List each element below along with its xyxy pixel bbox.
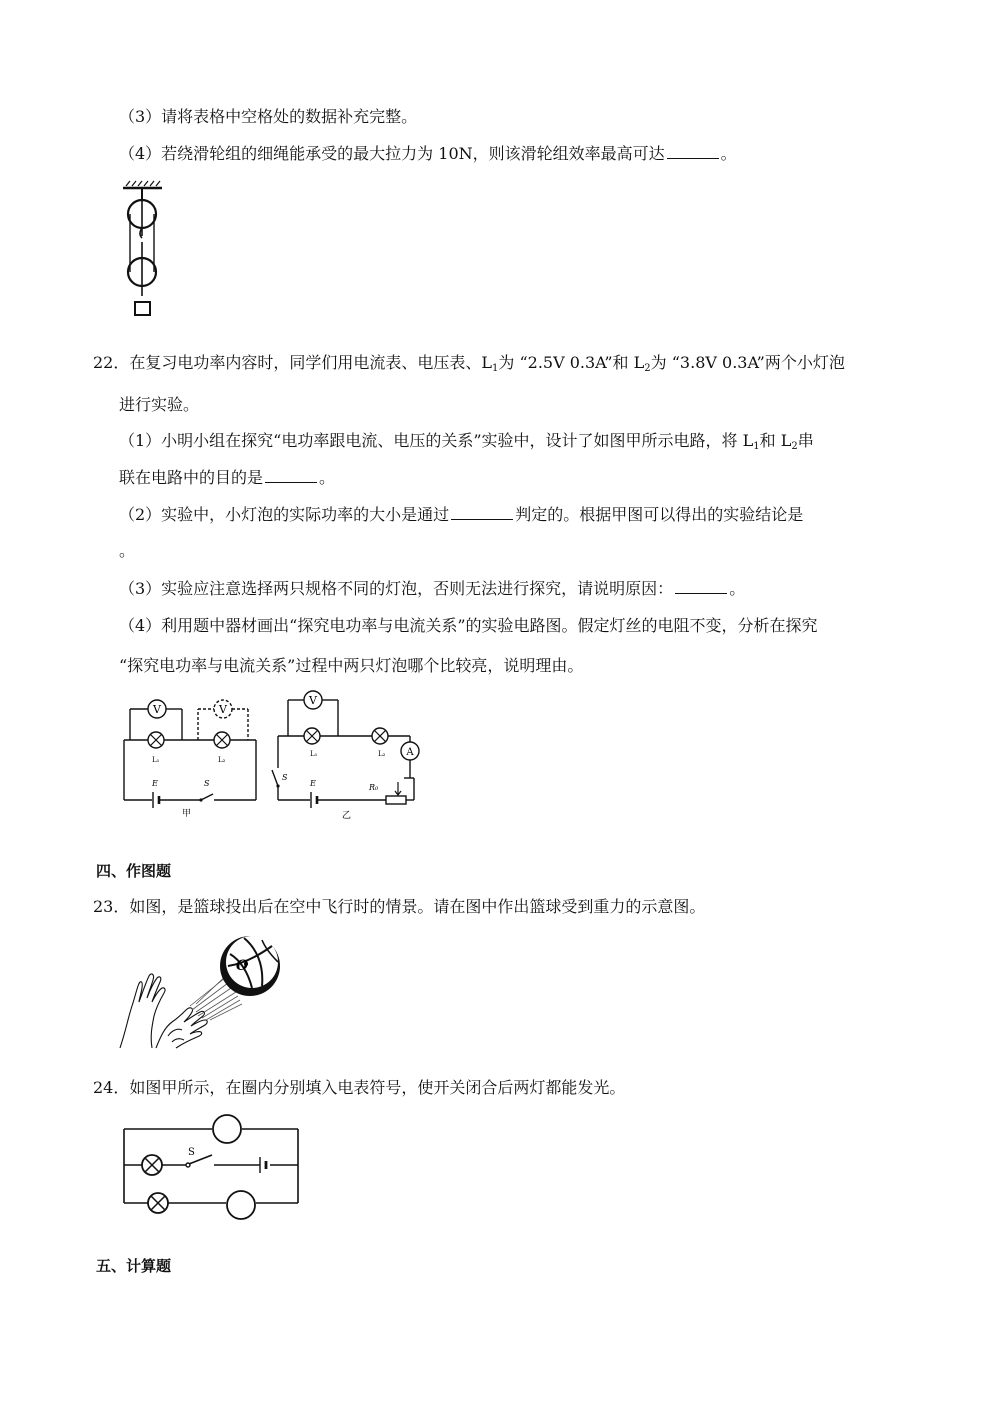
switch-s [199, 794, 213, 802]
voltmeter-v2 [214, 700, 232, 718]
q22-part4-line1: （4）利用题中器材画出“探究电功率与电流关系”的实验电路图。假定灯丝的电阻不变，分析在探究 [119, 616, 818, 635]
q22-intro-line1: 22．在复习电功率内容时，同学们用电流表、电压表、$L_1$为 “2.5V 0.3A”和 $L_2$为 “3.8V 0.3A”两个小灯泡 [93, 353, 845, 374]
q22-part4-line2: “探究电功率与电流关系”过程中两只灯泡哪个比较亮，说明理由。 [119, 656, 584, 675]
ceiling-mount [123, 181, 162, 188]
section-heading: 四、作图题 [96, 862, 172, 880]
label-s: S [204, 779, 210, 788]
q22-part1-line2: 联在电路中的目的是 。 [119, 468, 336, 487]
caption-jia: 甲 [182, 809, 192, 818]
q22-part2-line1: （2）实验中，小灯泡的实际功率的大小是通过 判定的。根据甲图可以得出的实验结论是 [119, 505, 804, 524]
label-l2: L₂ [218, 756, 226, 764]
pulley-figure [118, 180, 168, 320]
lamp-l2 [214, 732, 230, 748]
q21-part3: （3）请将表格中空格处的数据补充完整。 [119, 107, 418, 126]
label-l1: L₁ [152, 756, 160, 764]
section-heading: 五、计算题 [96, 1257, 172, 1275]
voltmeter-v [304, 691, 322, 709]
circuit-yi [268, 688, 428, 824]
circuit-q24 [118, 1113, 304, 1225]
basketball-figure [112, 930, 287, 1052]
switch-s [272, 770, 280, 788]
q23-text: 23．如图，是篮球投出后在空中飞行时的情景。请在图中作出篮球受到重力的示意图。 [93, 897, 706, 916]
circuit-jia [118, 688, 268, 818]
q22-part2-line2: 。 [119, 541, 136, 560]
q21-part4: （4）若绕滑轮组的细绳能承受的最大拉力为 10N，则该滑轮组效率最高可达 。 [119, 144, 737, 163]
answer-blank[interactable] [265, 468, 317, 483]
voltmeter-v1 [148, 700, 166, 718]
weight-block [135, 302, 150, 315]
ammeter-a [401, 742, 419, 760]
lamp-bottom [148, 1193, 168, 1213]
q22-intro-line2: 进行实验。 [119, 395, 200, 414]
caption-yi: 乙 [342, 811, 352, 821]
basketball-icon [220, 936, 280, 996]
svg-text:V: V [309, 694, 317, 707]
answer-blank[interactable] [675, 579, 727, 594]
lamp-l1 [304, 728, 320, 744]
label-r0: R₀ [369, 783, 379, 792]
hands-icon [120, 974, 207, 1048]
answer-blank[interactable] [667, 144, 719, 159]
q24-text: 24．如图甲所示，在圈内分别填入电表符号，使开关闭合后两灯都能发光。 [93, 1078, 626, 1097]
battery [260, 1157, 266, 1173]
empty-meter-circle-top[interactable] [213, 1115, 241, 1143]
lamp-l2 [372, 728, 388, 744]
lamp-l1 [148, 732, 164, 748]
empty-meter-circle-bottom[interactable] [227, 1191, 255, 1219]
label-s: S [282, 773, 288, 782]
label-l2: L₂ [378, 750, 386, 758]
svg-text:V: V [153, 703, 161, 716]
q22-part1-line1: （1）小明小组在探究“电功率跟电流、电压的关系”实验中，设计了如图甲所示电路，将 $L_1$和 $L_2$串 [119, 431, 814, 452]
svg-text:A: A [406, 747, 414, 758]
lamp-left [142, 1155, 162, 1175]
label-e: E [152, 779, 158, 788]
q22-part3: （3）实验应注意选择两只规格不同的灯泡，否则无法进行探究，请说明原因： 。 [119, 579, 746, 598]
rheostat-r0 [386, 782, 406, 804]
battery-e [153, 792, 159, 808]
label-e: E [310, 779, 316, 788]
center-o-label: O [236, 958, 249, 974]
svg-text:V: V [219, 703, 227, 716]
battery-e [311, 792, 317, 808]
label-s: S [188, 1147, 195, 1158]
label-l1: L₁ [310, 750, 318, 758]
answer-blank[interactable] [451, 505, 513, 520]
